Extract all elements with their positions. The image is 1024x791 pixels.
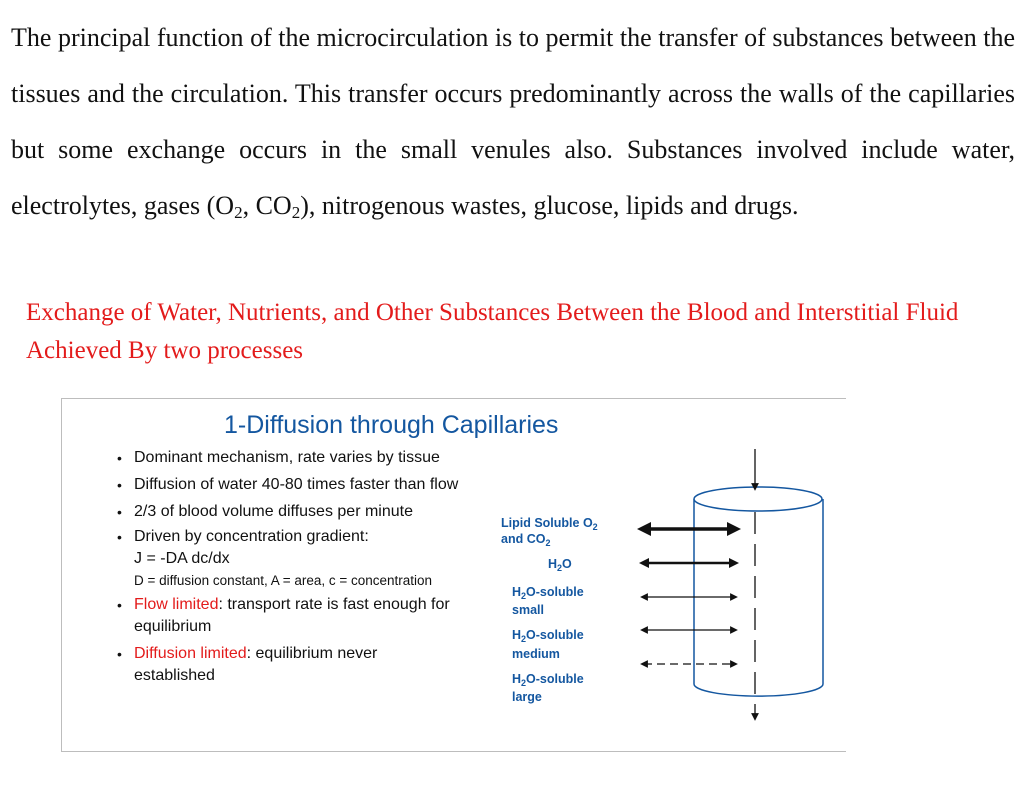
small-solute-label: $H_2O$-soluble bbox=[512, 585, 584, 601]
capillary-diagram bbox=[62, 399, 846, 751]
bullet-item: • 2/3 of blood volume diffuses per minute bbox=[112, 501, 462, 523]
paragraph-text-1: The principal function of the microcirculation is to permit the transfer of substances between the tissues and the circulation. This transfer occurs predominantly across the walls of the capillaries but some exchange occurs in the small venules also. Substances involved include water, electrolytes, gases (O bbox=[11, 23, 1015, 220]
bullet-item: • Driven by concentration gradient: J = -DA dc/dx D = diffusion constant, A = area, c = concentration bbox=[112, 526, 462, 592]
equation-definition: D = diffusion constant, A = area, c = concentration bbox=[134, 573, 433, 588]
bullet-item: • Dominant mechanism, rate varies by tissue bbox=[112, 447, 462, 469]
diffusion-equation: J = -DA dc/dx bbox=[134, 550, 230, 567]
bullet-item: • Diffusion of water 40-80 times faster than flow bbox=[112, 474, 462, 496]
medium-solute-label-2: medium bbox=[512, 647, 560, 661]
diffusion-limited-term: Diffusion limited bbox=[134, 645, 247, 662]
paragraph-text-2: , CO bbox=[242, 191, 292, 220]
flow-limited-term: Flow limited bbox=[134, 596, 219, 613]
figure-title: 1-Diffusion through Capillaries bbox=[224, 411, 559, 439]
subscript-2: 2 bbox=[291, 203, 301, 222]
bullet-item: • Diffusion limited: equilibrium never established bbox=[112, 643, 462, 687]
water-label: $H_2O$ bbox=[548, 557, 572, 573]
paragraph-text-3: ), nitrogenous wastes, glucose, lipids and drugs. bbox=[300, 191, 799, 220]
section-heading: Exchange of Water, Nutrients, and Other Substances Between the Blood and Interstitial Fluid Achieved By two processes bbox=[26, 299, 959, 364]
medium-solute-label: $H_2O$-soluble bbox=[512, 628, 584, 644]
lipid-soluble-label-2: and $CO_2$ bbox=[501, 532, 551, 548]
bullet-item: • Flow limited: transport rate is fast enough for equilibrium bbox=[112, 594, 462, 638]
small-solute-label-2: small bbox=[512, 603, 544, 617]
large-solute-label-2: large bbox=[512, 690, 542, 704]
subscript-2: 2 bbox=[234, 203, 243, 222]
intro-paragraph bbox=[11, 10, 1015, 234]
lipid-soluble-label: Lipid Soluble $O_2$ bbox=[501, 516, 598, 532]
large-solute-label: $H_2O$-soluble bbox=[512, 672, 584, 688]
capillary-cylinder bbox=[694, 487, 823, 696]
diffusion-figure bbox=[61, 398, 846, 752]
